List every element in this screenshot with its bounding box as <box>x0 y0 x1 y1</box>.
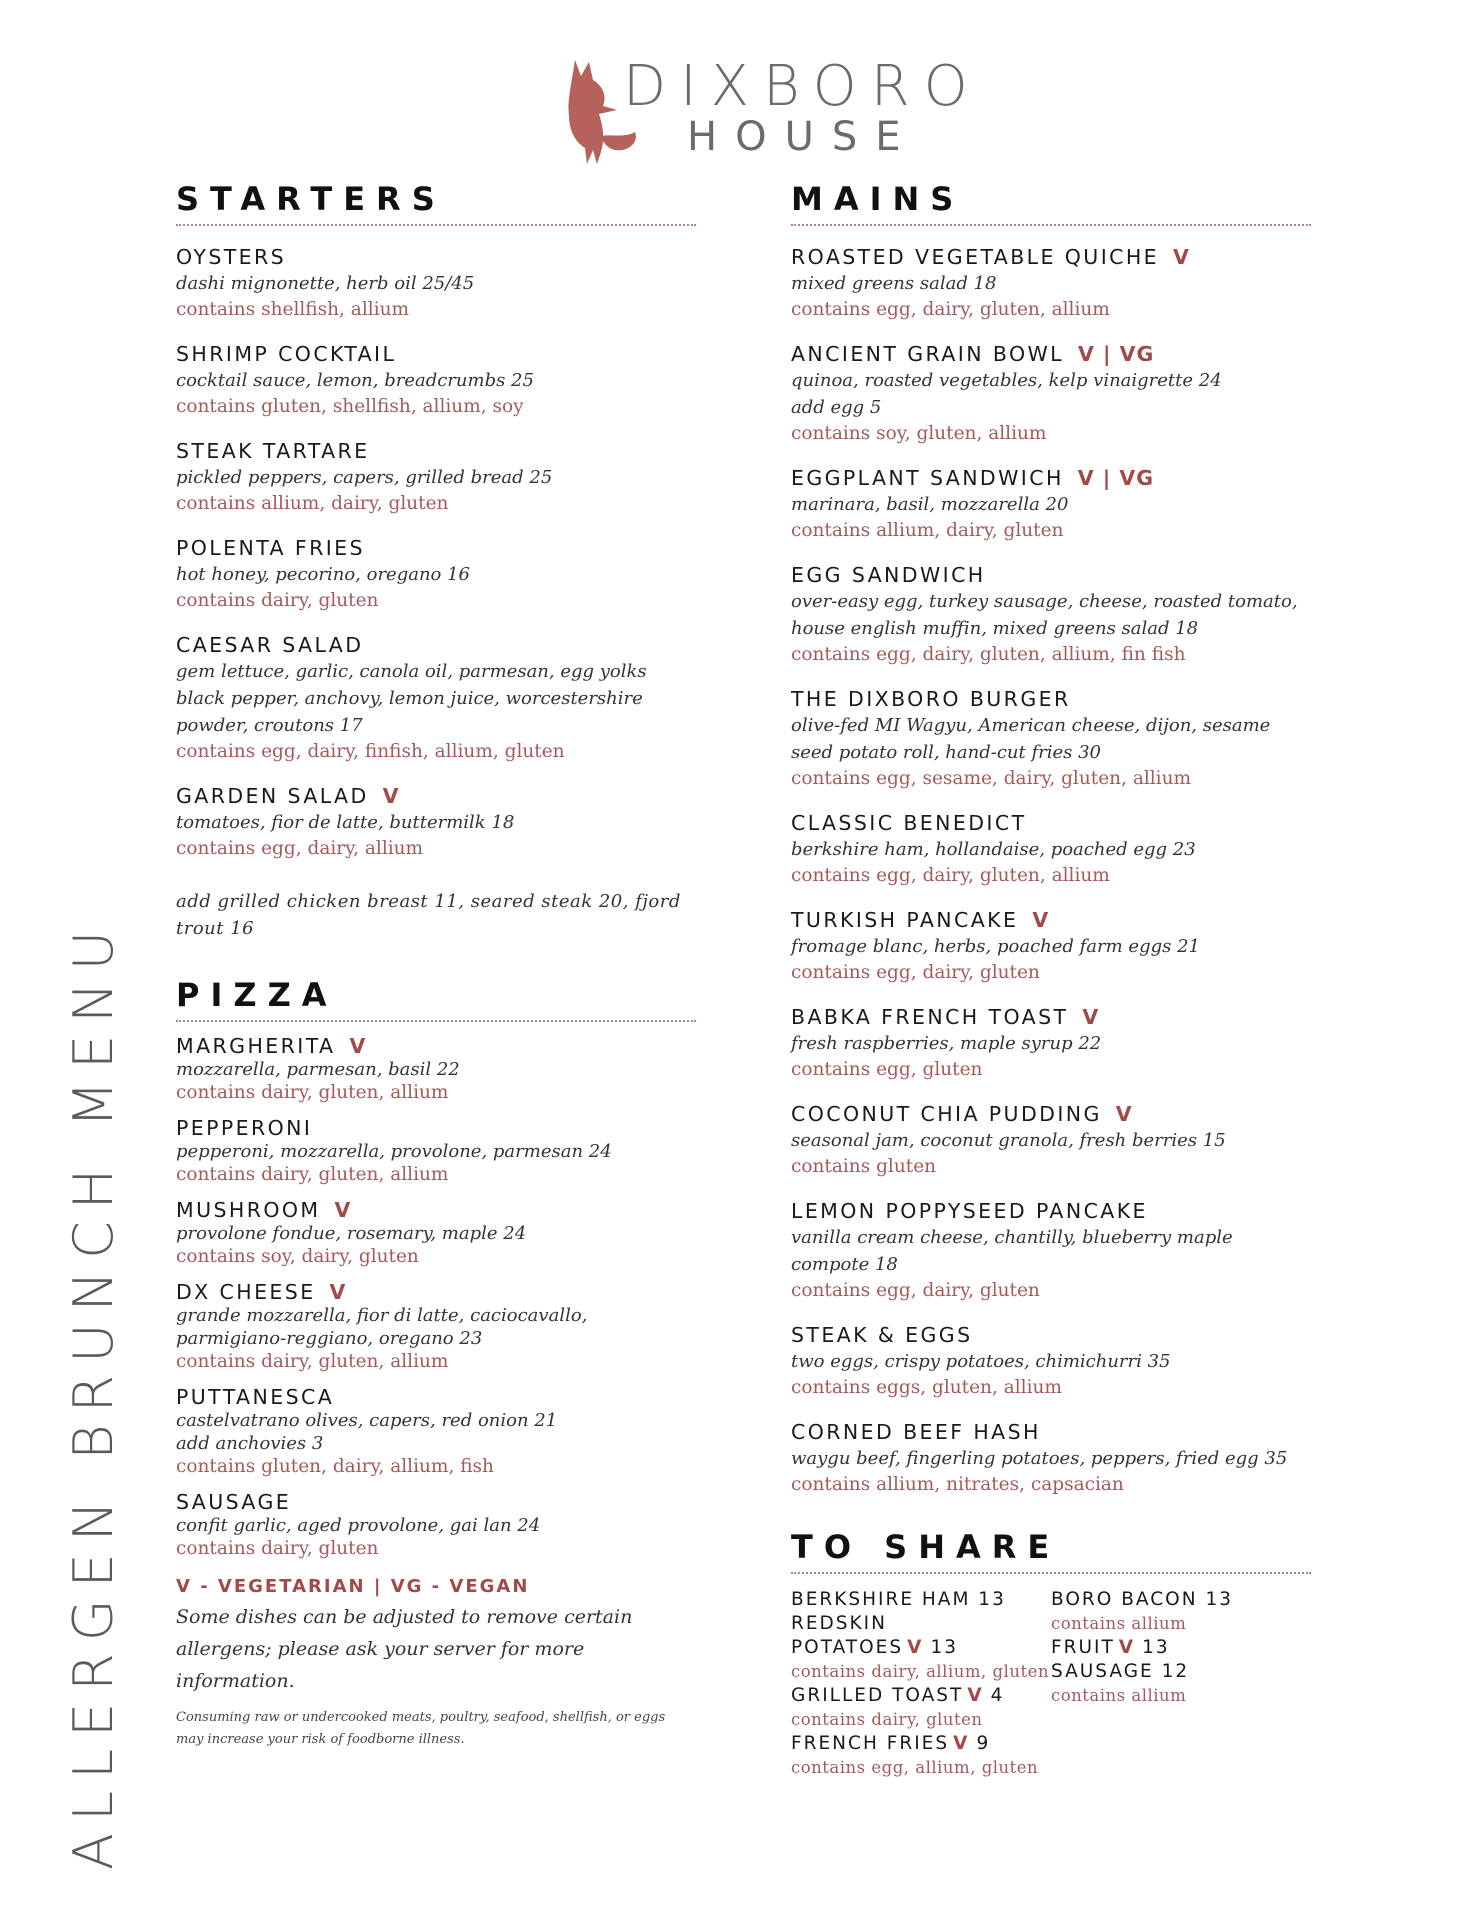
share-item-name <box>1051 1660 1311 1684</box>
dietary-tag: V | VG <box>1077 466 1155 490</box>
menu-item <box>791 341 1311 447</box>
dietary-legend: V - VEGETARIAN | VG - VEGAN <box>176 1576 530 1597</box>
item-name <box>791 1419 1311 1445</box>
share-item-name <box>791 1684 1051 1708</box>
item-name-text: GARDEN SALAD <box>176 784 369 808</box>
share-item-price: 13 <box>930 1637 958 1658</box>
item-allergens: contains dairy, gluten <box>176 590 379 611</box>
to-share-title: TO SHARE <box>791 1528 1311 1574</box>
item-name <box>176 1490 696 1514</box>
item-name-text: PUTTANESCA <box>176 1385 335 1409</box>
item-allergens: contains egg, dairy, gluten, allium, fin fish <box>791 644 1186 665</box>
dietary-tag: V <box>349 1034 367 1058</box>
item-description: pepperoni, mozzarella, provolone, parmesan 24 <box>176 1141 612 1162</box>
item-name <box>791 562 1311 588</box>
item-allergens: contains shellfish, allium <box>176 299 410 320</box>
menu-item <box>791 1101 1311 1180</box>
menu-item <box>791 686 1311 792</box>
item-allergens: contains egg, dairy, gluten, allium <box>791 865 1110 886</box>
menu-item <box>176 1280 696 1373</box>
item-name <box>791 810 1311 836</box>
menu-item <box>176 1116 696 1186</box>
item-description: marinara, basil, mozzarella 20 <box>791 494 1069 515</box>
pizza-list <box>176 1034 696 1560</box>
item-name <box>176 1034 696 1058</box>
item-name-text: SAUSAGE <box>176 1490 292 1514</box>
item-allergens: contains egg, dairy, finfish, allium, gluten <box>176 741 565 762</box>
share-item-name <box>791 1588 1051 1612</box>
item-description: berkshire ham, hollandaise, poached egg 23 <box>791 839 1196 860</box>
dietary-tag: V | VG <box>1078 342 1155 366</box>
item-description: castelvatrano olives, capers, red onion 21 <box>176 1410 558 1431</box>
item-allergens: contains egg, gluten <box>791 1059 983 1080</box>
item-description: quinoa, roasted vegetables, kelp vinaigrette 24 <box>791 370 1222 391</box>
menu-item <box>176 1385 696 1478</box>
item-name-text: CORNED BEEF HASH <box>791 1420 1041 1444</box>
dietary-tag: V <box>1118 1637 1135 1658</box>
item-allergens: contains gluten, dairy, allium, fish <box>176 1456 494 1477</box>
item-name-text: POLENTA FRIES <box>176 536 365 560</box>
to-share-left <box>791 1588 1051 1780</box>
share-item-text: BERKSHIRE HAM 13 <box>791 1589 1006 1610</box>
dietary-tag: V <box>967 1685 983 1706</box>
item-name <box>176 244 696 270</box>
item-name-text: ROASTED VEGETABLE QUICHE <box>791 245 1160 269</box>
item-description: cocktail sauce, lemon, breadcrumbs 25 <box>176 370 534 391</box>
share-item-text: REDSKIN POTATOES <box>791 1613 904 1658</box>
item-name <box>791 1101 1311 1127</box>
right-column <box>791 180 1311 1780</box>
dietary-tag: V <box>953 1733 969 1754</box>
mains-title: MAINS <box>791 180 1311 226</box>
menu-item <box>791 465 1311 544</box>
menu-item <box>176 341 696 420</box>
item-name-text: MARGHERITA <box>176 1034 336 1058</box>
menu-item <box>791 810 1311 889</box>
left-column <box>176 180 696 1751</box>
dietary-tag: V <box>382 784 400 808</box>
menu-item <box>791 1004 1311 1083</box>
item-name-text: OYSTERS <box>176 245 287 269</box>
starters-addons: add grilled chicken breast 11, seared steak 20, fjord trout 16 <box>176 891 681 939</box>
item-allergens: contains egg, sesame, dairy, gluten, allium <box>791 768 1192 789</box>
item-description: mixed greens salad 18 <box>791 273 997 294</box>
item-description: seasonal jam, coconut granola, fresh berries 15 <box>791 1130 1226 1151</box>
item-name-text: LEMON POPPYSEED PANCAKE <box>791 1199 1148 1223</box>
item-allergens: contains egg, dairy, gluten <box>791 1280 1040 1301</box>
dietary-tag: V <box>1082 1005 1100 1029</box>
brand-name: DIXBORO <box>623 54 982 119</box>
dietary-tag: V <box>907 1637 923 1658</box>
item-description: waygu beef, fingerling potatoes, peppers, fried egg 35 <box>791 1448 1288 1469</box>
item-name-text: EGG SANDWICH <box>791 563 986 587</box>
item-name-text: PEPPERONI <box>176 1116 313 1140</box>
item-allergens: contains allium, dairy, gluten <box>791 520 1064 541</box>
share-item-allergens: contains dairy, allium, gluten <box>791 1662 1049 1681</box>
to-share-section <box>791 1528 1311 1780</box>
item-name-text: SHRIMP COCKTAIL <box>176 342 397 366</box>
item-allergens: contains eggs, gluten, allium <box>791 1377 1062 1398</box>
item-name <box>791 1322 1311 1348</box>
menu-item <box>791 562 1311 668</box>
dietary-tag: V <box>334 1198 352 1222</box>
item-name-text: COCONUT CHIA PUDDING <box>791 1102 1102 1126</box>
item-name <box>176 783 696 809</box>
to-share-right <box>1051 1588 1311 1780</box>
item-name <box>791 1198 1311 1224</box>
menu-item <box>176 438 696 517</box>
item-name-text: ANCIENT GRAIN BOWL <box>791 342 1064 366</box>
item-name-text: CAESAR SALAD <box>176 633 364 657</box>
share-item-name <box>1051 1588 1311 1612</box>
item-name <box>176 438 696 464</box>
item-name-text: STEAK & EGGS <box>791 1323 973 1347</box>
item-allergens: contains dairy, gluten, allium <box>176 1164 449 1185</box>
foodborne-warning: Consuming raw or undercooked meats, poultry, seafood, shellfish, or eggs may increase your risk of foodborne illness. <box>176 1710 666 1747</box>
share-item-name <box>791 1612 1051 1660</box>
share-item-name <box>791 1732 1051 1756</box>
item-description: hot honey, pecorino, oregano 16 <box>176 564 471 585</box>
share-item-price: 4 <box>990 1685 1005 1706</box>
pizza-section <box>176 976 696 1560</box>
item-description: add anchovies 3 <box>176 1433 324 1454</box>
menu-item <box>176 632 696 765</box>
item-name-text: THE DIXBORO BURGER <box>791 687 1071 711</box>
share-item-text: GRILLED TOAST <box>791 1685 964 1706</box>
item-description: over-easy egg, turkey sausage, cheese, roasted tomato, house english muffin, mixed greens salad 18 <box>791 591 1298 639</box>
share-item-allergens: contains egg, allium, gluten <box>791 1758 1039 1777</box>
menu-item <box>176 1034 696 1104</box>
item-name <box>176 1280 696 1304</box>
item-name-text: DX CHEESE <box>176 1280 316 1304</box>
menu-item <box>176 535 696 614</box>
item-allergens: contains dairy, gluten, allium <box>176 1082 449 1103</box>
item-description: pickled peppers, capers, grilled bread 25 <box>176 467 553 488</box>
item-name-text: EGGPLANT SANDWICH <box>791 466 1064 490</box>
pizza-title: PIZZA <box>176 976 696 1022</box>
item-description: gem lettuce, garlic, canola oil, parmesan, egg yolks black pepper, anchovy, lemon juice, worcestershire powder, croutons 17 <box>176 661 647 736</box>
item-description: add egg 5 <box>791 397 882 418</box>
item-description: dashi mignonette, herb oil 25/45 <box>176 273 475 294</box>
share-item-allergens: contains dairy, gluten <box>791 1710 983 1729</box>
item-allergens: contains dairy, gluten, allium <box>176 1351 449 1372</box>
item-allergens: contains soy, gluten, allium <box>791 423 1047 444</box>
menu-item <box>791 244 1311 323</box>
item-name-text: STEAK TARTARE <box>176 439 370 463</box>
item-name <box>791 244 1311 270</box>
allergen-note: Some dishes can be adjusted to remove certain allergens; please ask your server for more information. <box>176 1606 633 1692</box>
starters-title: STARTERS <box>176 180 696 226</box>
menu-item <box>791 907 1311 986</box>
brand-subname: HOUSE <box>687 114 919 160</box>
menu-item <box>176 244 696 323</box>
share-item-allergens: contains allium <box>1051 1614 1187 1633</box>
item-name <box>176 535 696 561</box>
share-item-text: FRUIT <box>1051 1637 1115 1658</box>
dietary-tag: V <box>329 1280 347 1304</box>
item-name <box>791 341 1311 367</box>
starters-list <box>176 244 696 862</box>
share-item-allergens: contains allium <box>1051 1686 1187 1705</box>
menu-title: ALLERGEN BRUNCH MENU <box>62 918 125 1870</box>
item-description: mozzarella, parmesan, basil 22 <box>176 1059 460 1080</box>
item-name <box>791 1004 1311 1030</box>
item-allergens: contains egg, dairy, allium <box>176 838 424 859</box>
menu-item <box>176 783 696 862</box>
item-allergens: contains egg, dairy, gluten, allium <box>791 299 1110 320</box>
dietary-tag: V <box>1032 908 1050 932</box>
item-name-text: MUSHROOM <box>176 1198 321 1222</box>
item-description: fromage blanc, herbs, poached farm eggs 21 <box>791 936 1200 957</box>
item-allergens: contains allium, nitrates, capsacian <box>791 1474 1124 1495</box>
menu-item <box>791 1419 1311 1498</box>
item-description: grande mozzarella, fior di latte, caciocavallo, parmigiano-reggiano, oregano 23 <box>176 1305 588 1349</box>
share-item-text: SAUSAGE 12 <box>1051 1661 1190 1682</box>
menu-item <box>791 1198 1311 1304</box>
item-name-text: TURKISH PANCAKE <box>791 908 1019 932</box>
brand-logo <box>555 52 982 167</box>
item-name-text: BABKA FRENCH TOAST <box>791 1005 1069 1029</box>
item-name <box>176 1198 696 1222</box>
item-name <box>176 632 696 658</box>
item-allergens: contains gluten, shellfish, allium, soy <box>176 396 524 417</box>
item-description: two eggs, crispy potatoes, chimichurri 35 <box>791 1351 1171 1372</box>
mains-list <box>791 244 1311 1498</box>
item-allergens: contains soy, dairy, gluten <box>176 1246 419 1267</box>
item-description: olive-fed MI Wagyu, American cheese, dijon, sesame seed potato roll, hand-cut fries 30 <box>791 715 1271 763</box>
item-description: provolone fondue, rosemary, maple 24 <box>176 1223 527 1244</box>
menu-item <box>176 1198 696 1268</box>
share-item-price: 13 <box>1142 1637 1170 1658</box>
item-allergens: contains allium, dairy, gluten <box>176 493 449 514</box>
item-description: confit garlic, aged provolone, gai lan 24 <box>176 1515 541 1536</box>
dietary-tag: V <box>1173 245 1190 269</box>
item-description: fresh raspberries, maple syrup 22 <box>791 1033 1102 1054</box>
share-item-price: 9 <box>976 1733 991 1754</box>
share-item-text: FRENCH FRIES <box>791 1733 950 1754</box>
menu-item <box>176 1490 696 1560</box>
item-name <box>176 1116 696 1140</box>
menu-item <box>791 1322 1311 1401</box>
share-item-name <box>1051 1636 1311 1660</box>
item-name <box>176 1385 696 1409</box>
share-item-text: BORO BACON 13 <box>1051 1589 1233 1610</box>
item-name <box>791 686 1311 712</box>
item-name <box>176 341 696 367</box>
item-description: tomatoes, fior de latte, buttermilk 18 <box>176 812 515 833</box>
item-name-text: CLASSIC BENEDICT <box>791 811 1027 835</box>
item-allergens: contains egg, dairy, gluten <box>791 962 1040 983</box>
item-allergens: contains gluten <box>791 1156 937 1177</box>
item-description: vanilla cream cheese, chantilly, blueberry maple compote 18 <box>791 1227 1233 1275</box>
dietary-tag: V <box>1115 1102 1133 1126</box>
item-name <box>791 907 1311 933</box>
item-name <box>791 465 1311 491</box>
item-allergens: contains dairy, gluten <box>176 1538 379 1559</box>
